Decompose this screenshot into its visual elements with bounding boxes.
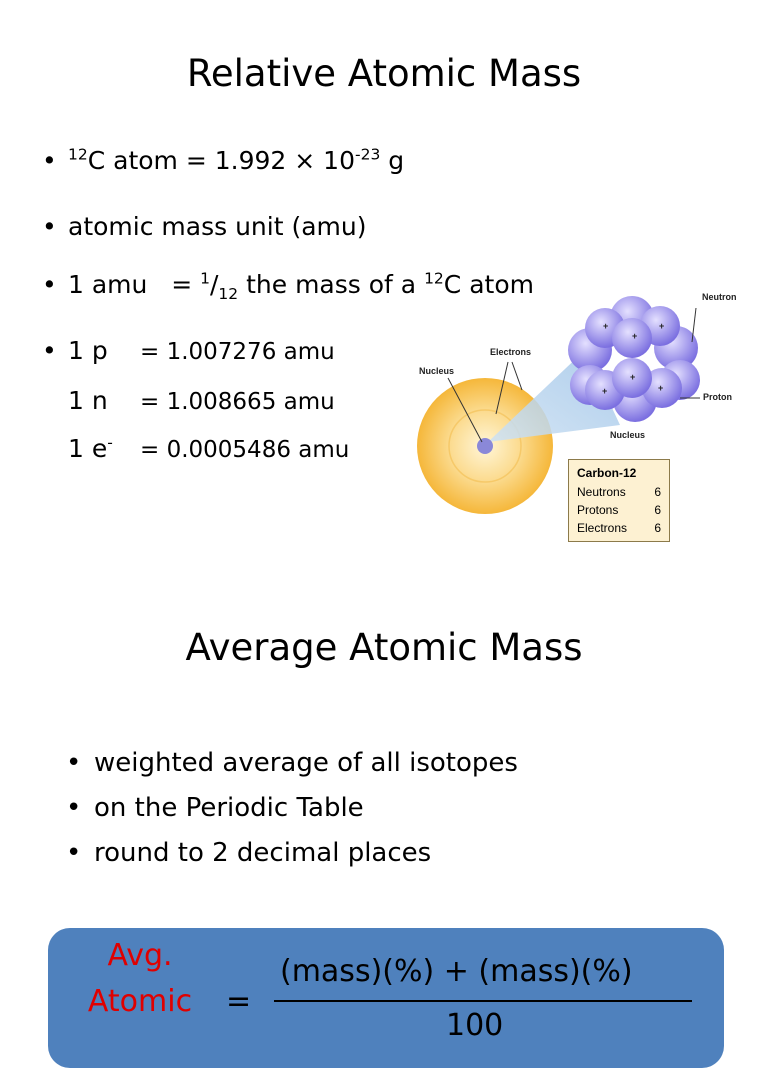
fraction-bar: [274, 1000, 692, 1002]
electrons-label: Electrons: [490, 347, 532, 357]
neutron-mass-line: 1 n = 1.008665 amu: [68, 386, 335, 415]
legend-title: Carbon-12: [577, 466, 637, 480]
bullet-amu-definition: • atomic mass unit (amu): [42, 212, 367, 241]
formula-lhs-atomic: Atomic: [87, 984, 193, 1019]
electron-mass-line: 1 e- = 0.0005486 amu: [68, 433, 350, 463]
avg-bullet-2: • on the Periodic Table: [66, 793, 364, 823]
nucleus-label-bottom: Nucleus: [610, 430, 646, 440]
bullet-amu-fraction: • 1 amu = $^1/_{12}$ the mass of a $^{12}$C atom: [42, 269, 534, 303]
proton-label: Proton: [703, 392, 732, 402]
legend-row-electrons: Electrons 6: [577, 521, 661, 535]
formula-lhs-avg: Avg.: [107, 938, 173, 973]
bullet-particle-masses: • 1 p = 1.007276 amu: [42, 336, 335, 365]
carbon-atom-diagram: + + + + + + Neutron Electrons Nucleus Proton Nucleus: [400, 290, 760, 550]
average-mass-bullets: [66, 748, 518, 883]
legend-row-neutrons: Neutrons 6: [577, 485, 661, 499]
nucleus-label-left: Nucleus: [419, 366, 455, 376]
formula-denominator: 100: [446, 1008, 504, 1043]
relative-atomic-mass-title: Relative Atomic Mass: [186, 52, 582, 95]
carbon-12-legend: [568, 459, 670, 542]
formula-numerator: (mass)(%) + (mass)(%): [280, 954, 633, 989]
average-mass-formula-box: [48, 928, 724, 1068]
bullet-carbon-atom-mass: • $^{12}$C atom = $1.992 \times 10^{-23}$ g: [42, 145, 405, 175]
nucleus-dot: [477, 438, 493, 454]
average-atomic-mass-title: Average Atomic Mass: [185, 626, 583, 669]
legend-row-protons: Protons 6: [577, 503, 661, 517]
formula-equals: =: [226, 984, 252, 1019]
avg-bullet-3: • round to 2 decimal places: [66, 838, 432, 868]
nucleus-cluster: [568, 296, 700, 422]
neutron-label: Neutron: [702, 292, 737, 302]
avg-bullet-1: • weighted average of all isotopes: [66, 748, 518, 778]
